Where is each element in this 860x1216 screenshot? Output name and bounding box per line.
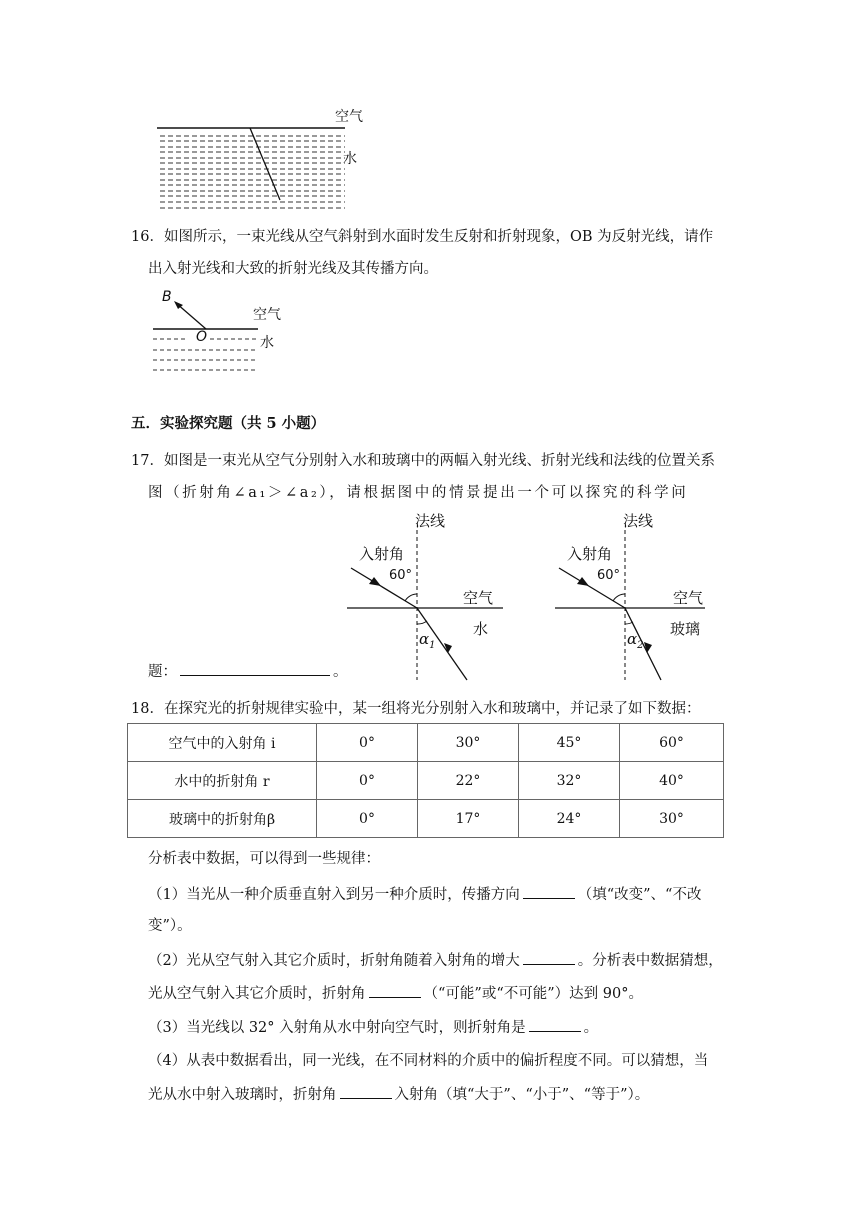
section-heading: 五．实验探究题（共 5 小题） [131, 415, 326, 432]
q18-analysis: 分析表中数据，可以得到一些规律： [148, 851, 380, 867]
q18-part3: （3）当光线以 32° 入射角从水中射向空气时，则折射角是 。 [148, 1017, 598, 1038]
table-cell: 45° [519, 724, 620, 762]
figure-q16 [148, 288, 298, 378]
table-row [128, 724, 724, 762]
label-incidence-angle: 入射角 [359, 545, 405, 563]
point-b: B [162, 289, 172, 305]
q16-line1: 16．如图所示，一束光线从空气斜射到水面时发生反射和折射现象，OB 为反射光线，请作 [131, 229, 714, 245]
q18-part4-cont: 光从水中射入玻璃时，折射角 入射角（填“大于”、“小于”、“等于”）。 [148, 1084, 649, 1105]
label-glass: 玻璃 [670, 620, 701, 638]
q18-part1-cont: 变”）。 [148, 918, 192, 934]
row-label: 水中的折射角 r [128, 762, 317, 800]
table-row [128, 762, 724, 800]
table-cell: 30° [418, 724, 519, 762]
label-air: 空气 [335, 109, 363, 125]
q16-line2: 出入射光线和大致的折射光线及其传播方向。 [148, 261, 438, 277]
q17-line1: 17．如图是一束光从空气分别射入水和玻璃中的两幅入射光线、折射光线和法线的位置关系 [131, 453, 715, 469]
q18-part2-cont: 光从空气射入其它介质时，折射角 （“可能”或“不可能”）达到 90°。 [148, 983, 643, 1004]
answer-blank-1[interactable] [523, 884, 575, 899]
table-cell: 30° [620, 800, 724, 838]
table-row [128, 800, 724, 838]
q17-answer-blank[interactable] [180, 661, 330, 676]
label-air: 空气 [673, 589, 704, 607]
label-water: 水 [260, 335, 274, 351]
table-cell: 0° [317, 724, 418, 762]
refraction-data-table [127, 723, 724, 838]
q18-part4: （4）从表中数据看出，同一光线，在不同材料的介质中的偏折程度不同。可以猜想，当 [148, 1053, 709, 1069]
q18-part1: （1）当光从一种介质垂直射入到另一种介质时，传播方向 （填“改变”、“不改 [148, 884, 701, 905]
figure-q15 [150, 100, 380, 220]
label-60deg: 60° [597, 568, 621, 583]
label-normal: 法线 [415, 512, 446, 530]
answer-blank-2[interactable] [523, 950, 575, 965]
table-cell: 22° [418, 762, 519, 800]
answer-blank-3[interactable] [369, 983, 421, 998]
table-cell: 40° [620, 762, 724, 800]
table-cell: 17° [418, 800, 519, 838]
answer-blank-5[interactable] [340, 1084, 392, 1099]
label-air: 空气 [253, 307, 281, 323]
label-normal: 法线 [623, 512, 654, 530]
table-cell: 24° [519, 800, 620, 838]
figure-q17-glass [553, 508, 723, 683]
label-water: 水 [343, 151, 357, 167]
table-cell: 0° [317, 762, 418, 800]
table-cell: 0° [317, 800, 418, 838]
answer-blank-4[interactable] [529, 1017, 581, 1032]
label-air: 空气 [463, 589, 494, 607]
table-cell: 60° [620, 724, 724, 762]
row-label: 空气中的入射角 i [128, 724, 317, 762]
label-water: 水 [473, 620, 489, 638]
table-cell: 32° [519, 762, 620, 800]
q18-part2: （2）光从空气射入其它介质时，折射角随着入射角的增大 。分析表中数据猜想， [148, 950, 723, 971]
label-incidence-angle: 入射角 [567, 545, 613, 563]
refracted-ray [250, 128, 280, 200]
figure-q17-water [345, 508, 515, 683]
q18-intro: 18．在探究光的折射规律实验中，某一组将光分别射入水和玻璃中，并记录了如下数据： [131, 701, 701, 717]
q17-line2: 图（折射角∠a₁＞∠a₂），请根据图中的情景提出一个可以探究的科学问 [148, 485, 689, 501]
point-o: O [196, 329, 208, 345]
label-60deg: 60° [389, 568, 413, 583]
q17-line3 [148, 661, 348, 682]
row-label: 玻璃中的折射角β [128, 800, 317, 838]
q17-suffix: 。 [333, 664, 348, 680]
label-alpha1: $\alpha_1$ [419, 630, 436, 651]
q17-prefix: 题： [148, 664, 177, 680]
label-alpha2: $\alpha_2$ [627, 630, 644, 651]
